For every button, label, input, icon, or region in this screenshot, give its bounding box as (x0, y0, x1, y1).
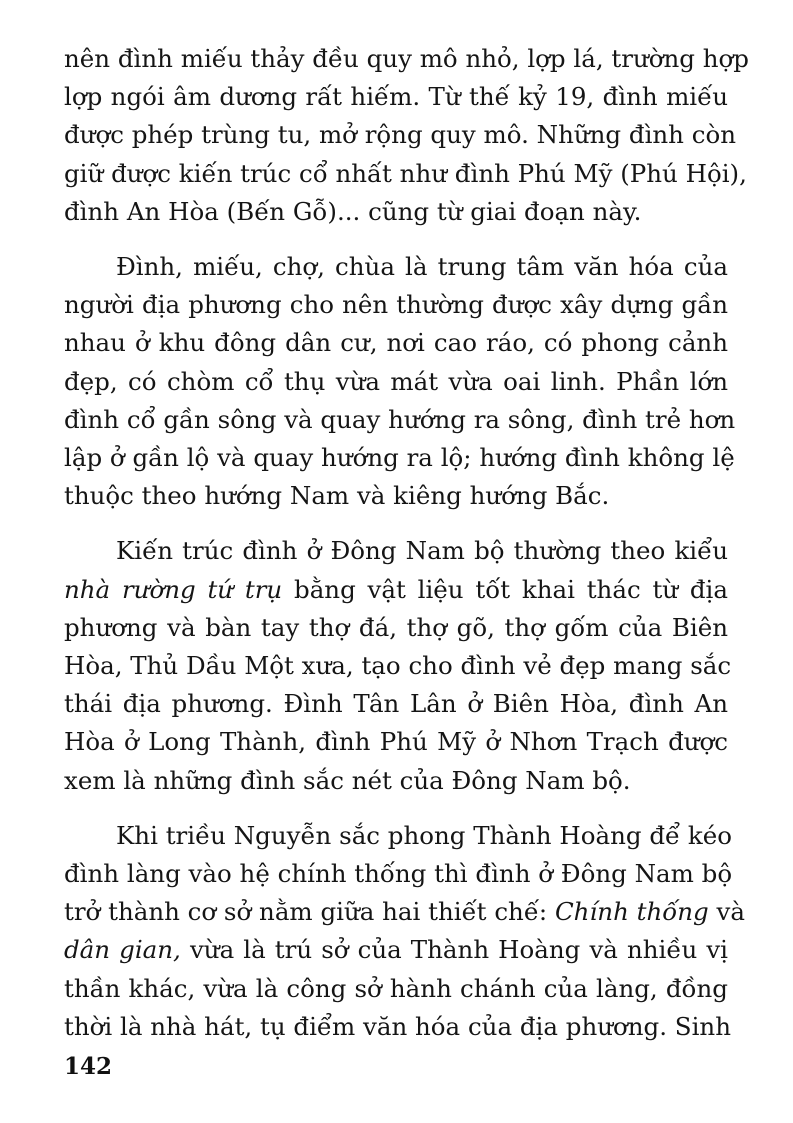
text-line: giữ được kiến trúc cổ nhất như đình Phú Mỹ (Phú Hội), (64, 158, 747, 188)
text-line: lợp ngói âm dương rất hiếm. Từ thế kỷ 19, đình miếu (64, 82, 728, 112)
text-line: đình làng vào hệ chính thống thì đình ở Đông Nam bộ (64, 859, 733, 889)
italic-term: nhà rường tứ trụ (64, 574, 283, 604)
text-line: được phép trùng tu, mở rộng quy mô. Những đình còn (64, 120, 737, 150)
text-segment: trở thành cơ sở nằm giữa hai thiết chế: (64, 897, 555, 927)
paragraph-1 (64, 40, 749, 231)
text-line: xem là những đình sắc nét của Đông Nam bộ. (64, 765, 631, 795)
text-line: Đình, miếu, chợ, chùa là trung tâm văn hóa của (116, 252, 728, 282)
text-line: thần khác, vừa là công sở hành chánh của làng, đồng (64, 973, 728, 1003)
text-line: đình An Hòa (Bến Gỗ)... cũng từ giai đoạn này. (64, 196, 642, 226)
paragraph-4 (64, 817, 745, 1046)
text-line: lập ở gần lộ và quay hướng ra lộ; hướng đình không lệ (64, 443, 735, 473)
text-line: người địa phương cho nên thường được xây dựng gần (64, 290, 728, 320)
paragraph-3 (64, 532, 732, 799)
paragraph-2 (64, 248, 736, 515)
text-line: thời là nhà hát, tụ điểm văn hóa của địa phương. Sinh (64, 1011, 731, 1041)
text-line: đình cổ gần sông và quay hướng ra sông, đình trẻ hơn (64, 404, 736, 434)
page-number: 142 (64, 1053, 113, 1080)
text-line: Hòa ở Long Thành, đình Phú Mỹ ở Nhơn Trạch được (64, 727, 728, 757)
text-line: nhau ở khu đông dân cư, nơi cao ráo, có phong cảnh (64, 328, 728, 358)
text-line: thuộc theo hướng Nam và kiêng hướng Bắc. (64, 481, 610, 511)
text-line: Hòa, Thủ Dầu Một xưa, tạo cho đình vẻ đẹp mang sắc (64, 651, 732, 681)
text-segment: vừa là trú sở của Thành Hoàng và nhiều vị (180, 935, 728, 965)
text-line: thái địa phương. Đình Tân Lân ở Biên Hòa, đình An (64, 689, 728, 719)
text-line: Kiến trúc đình ở Đông Nam bộ thường theo kiểu (116, 536, 728, 566)
text-line: Khi triều Nguyễn sắc phong Thành Hoàng để kéo (116, 820, 732, 850)
italic-term: dân gian, (64, 935, 181, 965)
text-line: nên đình miếu thảy đều quy mô nhỏ, lợp lá, trường hợp (64, 44, 749, 73)
text-line (64, 931, 728, 969)
text-line (64, 893, 745, 931)
text-line: phương và bàn tay thợ đá, thợ gõ, thợ gốm của Biên (64, 612, 728, 642)
text-line (64, 571, 728, 609)
text-line: đẹp, có chòm cổ thụ vừa mát vừa oai linh. Phần lớn (64, 366, 728, 396)
italic-term: Chính thống (554, 897, 709, 927)
page-body (64, 40, 749, 1063)
text-segment: và (708, 897, 745, 927)
text-segment: bằng vật liệu tốt khai thác từ địa (282, 574, 729, 604)
